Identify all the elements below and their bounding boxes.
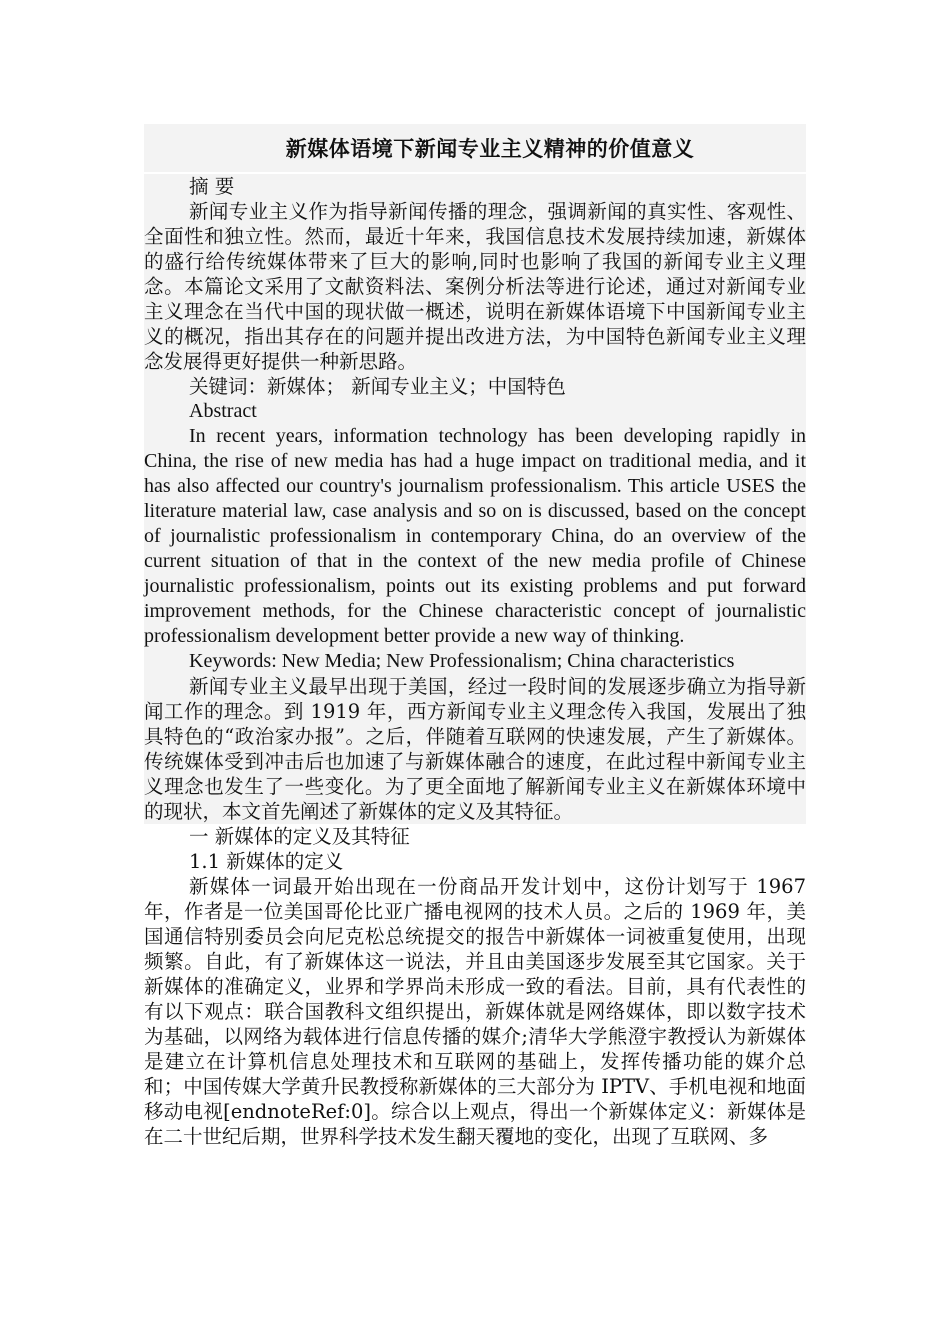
- keywords-cn: 关键词：新媒体； 新闻专业主义；中国特色: [144, 374, 806, 399]
- abstract-heading: 摘 要: [144, 174, 806, 199]
- intro-paragraph: 新闻专业主义最早出现于美国，经过一段时间的发展逐步确立为指导新闻工作的理念。到 1919 年，西方新闻专业主义理念传入我国，发展出了独具特色的“政治家办报”。之后，伴随着互联网的快速发展，产生了新媒体。传统媒体受到冲击后也加速了与新媒体融合的速度，在此过程中新闻专业主义理念也发生了一些变化。为了更全面地了解新闻专业主义在新媒体环境中的现状，本文首先阐述了新媒体的定义及其特征。: [144, 675, 806, 823]
- abstract-en-heading: Abstract: [144, 399, 806, 424]
- abstract-en: In recent years, information technology has been developing rapidly in China, the rise of new media has had a huge impact on traditional media, and it has also affected our country's journalism professionalism. This article USES the literature material law, case analysis and so on is discussed, based on the concept of journalistic professionalism in contemporary China, do an overview of the current situation of that in the context of the new media profile of Chinese journalistic professionalism, points out its existing problems and put forward improvement methods, for the Chinese characteristic concept of journalistic professionalism development better provide a new way of thinking.: [144, 425, 806, 647]
- section-1-1-body: 新媒体一词最开始出现在一份商品开发计划中，这份计划写于 1967 年，作者是一位美国哥伦比亚广播电视网的技术人员。之后的 1969 年，美国通信特别委员会向尼克松总统提交的报告中新媒体一词被重复使用，出现频繁。自此，有了新媒体这一说法，并且由美国逐步发展至其它国家。关于新媒体的准确定义，业界和学界尚未形成一致的看法。目前，具有代表性的有以下观点：联合国教科文组织提出，新媒体就是网络媒体，即以数字技术为基础，以网络为载体进行信息传播的媒介;清华大学熊澄宇教授认为新媒体是建立在计算机信息处理技术和互联网的基础上，发挥传播功能的媒介总和；中国传媒大学黄升民教授称新媒体的三大部分为 IPTV、手机电视和地面移动电视[endnoteRef:0]。综合以上观点，得出一个新媒体定义：新媒体是在二十世纪后期，世界科学技术发生翻天覆地的变化，出现了互联网、多: [144, 875, 806, 1148]
- keywords-en: Keywords: New Media; New Professionalism; China characteristics: [144, 649, 806, 674]
- document-page: [144, 124, 806, 1149]
- section-1-heading: 一 新媒体的定义及其特征: [189, 825, 410, 848]
- section-1-1-heading: 1.1 新媒体的定义: [189, 850, 344, 873]
- paper-title: 新媒体语境下新闻专业主义精神的价值意义: [285, 137, 695, 161]
- title-band: [144, 124, 806, 172]
- abstract-cn: 新闻专业主义作为指导新闻传播的理念，强调新闻的真实性、客观性、全面性和独立性。然而，最近十年来，我国信息技术发展持续加速，新媒体的盛行给传统媒体带来了巨大的影响,同时也影响了我国的新闻专业主义理念。本篇论文采用了文献资料法、案例分析法等进行论述，通过对新闻专业主义理念在当代中国的现状做一概述，说明在新媒体语境下中国新闻专业主义的概况，指出其存在的问题并提出改进方法，为中国特色新闻专业主义理念发展得更好提供一种新思路。: [144, 200, 806, 373]
